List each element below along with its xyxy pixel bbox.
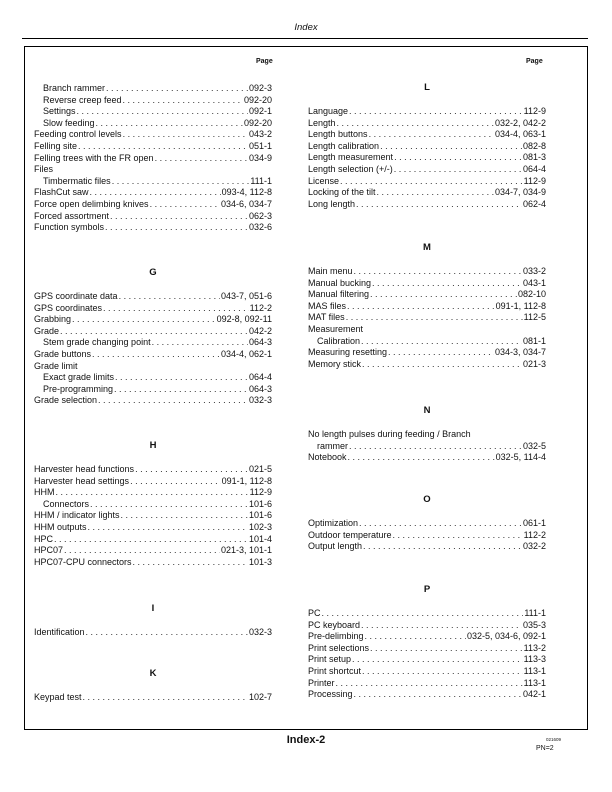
index-entry-text: MAS files — [308, 300, 347, 311]
index-entry — [34, 337, 272, 349]
index-entry — [34, 499, 272, 511]
dot-leader — [347, 301, 495, 313]
index-entry-text: Exact grade limits — [43, 372, 115, 383]
index-entry — [308, 324, 546, 336]
dot-leader — [130, 476, 221, 488]
index-entry-text: Pre-delimbing — [308, 631, 364, 642]
dot-leader — [90, 499, 248, 511]
index-entry-text: Function symbols — [34, 222, 105, 233]
dot-leader — [370, 643, 523, 655]
index-entry — [308, 129, 546, 141]
dot-leader — [103, 303, 249, 315]
index-entry-page: 032-2 — [522, 541, 546, 552]
dot-leader — [121, 510, 248, 522]
index-entry-text: HHM outputs — [34, 521, 87, 532]
index-entry — [34, 187, 272, 199]
index-entry-page: 061-1 — [522, 518, 546, 528]
index-entry-page: 021-5 — [248, 464, 272, 474]
index-entry-page: 051-1 — [248, 140, 272, 151]
index-entry-text: MAT files — [308, 312, 345, 323]
index-entry-page: 091-1, 112-8 — [495, 300, 546, 311]
dot-leader — [369, 129, 494, 141]
index-entry-page: 042-1 — [522, 689, 546, 700]
index-entry — [308, 278, 546, 290]
index-entry — [34, 326, 272, 338]
dot-leader — [98, 395, 248, 407]
dot-leader — [322, 608, 524, 620]
index-entry — [308, 678, 546, 690]
index-entry-page: 091-1, 112-8 — [221, 475, 272, 486]
index-entry — [308, 666, 546, 678]
index-entry-text: PC — [308, 608, 321, 618]
index-entry — [308, 689, 546, 701]
index-entry-text: Notebook — [308, 452, 347, 463]
dot-leader — [380, 141, 522, 153]
index-entry-text: Processing — [308, 689, 353, 700]
dot-leader — [346, 312, 523, 324]
index-entry-text: Timbermatic files — [43, 175, 111, 186]
index-entry-text: Force open delimbing knives — [34, 198, 149, 209]
dot-leader — [96, 118, 243, 130]
dot-leader — [106, 83, 248, 95]
dot-leader — [388, 347, 494, 359]
index-entry-page: 032-5 — [522, 440, 546, 451]
index-group-g — [34, 291, 272, 407]
index-entry-text: Grade limit — [34, 360, 78, 371]
index-entry — [34, 522, 272, 534]
dot-leader — [361, 336, 522, 348]
index-entry-text: Manual bucking — [308, 277, 372, 288]
dot-leader — [152, 337, 248, 349]
index-entry-page: 092-3 — [248, 83, 272, 93]
dot-leader — [77, 106, 248, 118]
index-entry-page: 032-6 — [248, 222, 272, 233]
index-entry — [308, 266, 546, 278]
dot-leader — [135, 464, 248, 476]
index-entry-page: 062-4 — [522, 198, 546, 209]
dot-leader — [349, 106, 523, 118]
index-entry — [34, 464, 272, 476]
index-entry — [34, 129, 272, 141]
index-entry — [34, 476, 272, 488]
index-entry-text: Forced assortment — [34, 210, 110, 221]
footer-code: 021609 — [546, 737, 562, 742]
dot-leader — [72, 314, 216, 326]
index-entry-text: Felling trees with the FR open — [34, 152, 154, 163]
index-entry-text: GPS coordinates — [34, 302, 103, 313]
index-entry-page: 043-7, 051-6 — [220, 291, 272, 301]
index-entry-text: Stem grade changing point — [43, 337, 151, 348]
index-entry-page: 032-5, 114-4 — [495, 452, 546, 463]
index-entry-page: 082-10 — [517, 289, 546, 300]
index-entry-text: Grade selection — [34, 395, 98, 406]
index-entry — [308, 347, 546, 359]
dot-leader — [340, 176, 523, 188]
index-entry-page: 064-4 — [248, 372, 272, 383]
index-entry-page: 092-1 — [248, 106, 272, 117]
index-entry — [308, 106, 546, 118]
index-group-i — [34, 627, 272, 639]
index-entry — [308, 452, 546, 464]
index-entry-text: Felling site — [34, 140, 78, 151]
page-number-label: Index-2 — [286, 734, 326, 746]
index-entry-page: 032-5, 034-6, 092-1 — [466, 631, 546, 642]
index-entry — [308, 541, 546, 553]
index-entry — [34, 510, 272, 522]
dot-leader — [362, 666, 523, 678]
index-entry — [308, 312, 546, 324]
index-entry — [308, 141, 546, 153]
index-group-m — [308, 266, 546, 370]
section-letter-k: K — [149, 668, 157, 679]
index-group-h — [34, 464, 272, 568]
dot-leader — [86, 627, 248, 639]
index-entry — [308, 631, 546, 643]
index-entry-text: Grabbing — [34, 314, 72, 325]
section-letter-l: L — [424, 82, 430, 93]
section-letter-m: M — [423, 242, 431, 253]
index-entry — [34, 176, 272, 188]
dot-leader — [90, 187, 221, 199]
index-entry-page: 032-3 — [248, 395, 272, 406]
index-entry — [34, 395, 272, 407]
index-entry-page: 021-3 — [522, 358, 546, 369]
dot-leader — [372, 278, 522, 290]
index-entry-text: Output length — [308, 541, 363, 552]
index-group-f — [34, 83, 272, 234]
dot-leader — [394, 164, 522, 176]
index-group-o — [308, 518, 546, 553]
running-header: Index — [294, 22, 318, 33]
index-entry-text: Measuring resetting — [308, 347, 388, 358]
index-entry-page: 035-3 — [522, 619, 546, 630]
index-entry-page: 043-2 — [248, 129, 272, 140]
index-entry-page: 101-3 — [248, 556, 272, 567]
index-entry — [34, 106, 272, 118]
index-entry — [308, 441, 546, 453]
index-entry-text: Grade — [34, 325, 60, 336]
dot-leader — [88, 522, 248, 534]
index-entry-text: Measurement — [308, 323, 364, 334]
left-page-label: Page — [256, 58, 273, 65]
index-entry — [34, 534, 272, 546]
index-entry-text: Language — [308, 106, 349, 116]
index-entry — [308, 518, 546, 530]
section-letter-p: P — [423, 584, 431, 595]
index-entry — [34, 211, 272, 223]
dot-leader — [110, 211, 248, 223]
index-entry-page: 034-9 — [248, 152, 272, 163]
section-letter-g: G — [149, 267, 157, 278]
dot-leader — [119, 291, 220, 303]
index-entry-text: Branch rammer — [43, 83, 106, 93]
index-entry-text: HHM — [34, 487, 55, 498]
index-entry-text: Memory stick — [308, 358, 362, 369]
index-entry-text: Locking of the tilt — [308, 187, 376, 198]
dot-leader — [359, 518, 522, 530]
index-entry-text: Manual filtering — [308, 289, 370, 300]
index-entry — [34, 627, 272, 639]
dot-leader — [394, 152, 522, 164]
index-entry — [308, 654, 546, 666]
index-group-k — [34, 692, 272, 704]
dot-leader — [115, 372, 248, 384]
index-entry-page: 034-3, 034-7 — [494, 347, 546, 358]
section-letter-i: I — [151, 603, 155, 614]
index-entry-text: HPC07 — [34, 545, 64, 556]
index-entry — [308, 289, 546, 301]
index-entry-text: Harvester head settings — [34, 475, 130, 486]
dot-leader — [348, 452, 495, 464]
index-entry — [308, 336, 546, 348]
index-entry — [34, 141, 272, 153]
dot-leader — [114, 384, 248, 396]
index-entry-text: GPS coordinate data — [34, 291, 118, 301]
dot-leader — [123, 129, 248, 141]
index-entry-page: 112-5 — [523, 312, 546, 323]
index-entry-page: 032-2, 042-2 — [494, 117, 546, 128]
index-entry-page: 111-1 — [250, 175, 272, 186]
dot-leader — [337, 118, 494, 130]
index-entry-text: No length pulses during feeding / Branch — [308, 429, 471, 439]
index-entry-text: Length — [308, 117, 336, 128]
index-entry-page: 112-9 — [249, 487, 272, 498]
dot-leader — [56, 487, 249, 499]
dot-leader — [92, 349, 220, 361]
index-entry — [34, 372, 272, 384]
dot-leader — [150, 199, 220, 211]
index-entry-text: Settings — [43, 106, 76, 117]
index-entry-page: 093-4, 112-8 — [221, 187, 272, 198]
index-entry-text: HHM / indicator lights — [34, 510, 120, 521]
dot-leader — [361, 620, 522, 632]
index-entry-page: 082-8 — [522, 140, 546, 151]
dot-leader — [349, 441, 522, 453]
dot-leader — [352, 654, 523, 666]
index-entry — [34, 118, 272, 130]
index-entry-text: Grade buttons — [34, 348, 92, 359]
dot-leader — [336, 678, 523, 690]
index-entry-page: 033-2 — [522, 266, 546, 276]
index-entry-text: Reverse creep feed — [43, 94, 122, 105]
index-entry-text: Length calibration — [308, 140, 380, 151]
index-entry-page: 062-3 — [248, 210, 272, 221]
index-entry — [308, 164, 546, 176]
index-entry-page: 113-3 — [523, 654, 546, 665]
index-entry — [34, 303, 272, 315]
dot-leader — [365, 631, 466, 643]
index-entry-page: 113-2 — [523, 642, 546, 653]
header-rule — [22, 38, 588, 39]
index-entry-text: Optimization — [308, 518, 359, 528]
index-entry-text: Printer — [308, 677, 335, 688]
index-entry-text: rammer — [317, 440, 348, 451]
index-entry-page: 081-1 — [522, 335, 546, 346]
index-entry-text: Harvester head functions — [34, 464, 135, 474]
index-entry-page: 081-3 — [522, 152, 546, 163]
index-entry — [34, 557, 272, 569]
index-entry — [34, 199, 272, 211]
index-entry — [308, 199, 546, 211]
index-entry — [34, 487, 272, 499]
index-entry-text: Long length — [308, 198, 356, 209]
index-entry-text: HPC — [34, 533, 54, 544]
index-entry — [308, 176, 546, 188]
index-entry-page: 092-20 — [243, 94, 272, 105]
index-group-n — [308, 429, 546, 464]
dot-leader — [363, 541, 522, 553]
index-entry-text: Length buttons — [308, 129, 368, 140]
dot-leader — [112, 176, 250, 188]
index-entry-page: 034-4, 063-1 — [494, 129, 546, 140]
index-entry-page: 034-4, 062-1 — [220, 348, 272, 359]
index-entry — [308, 359, 546, 371]
index-entry-text: Files — [34, 164, 54, 175]
index-entry-text: Slow feeding — [43, 117, 95, 128]
index-entry-text: Print setup — [308, 654, 352, 665]
index-entry-text: Print shortcut — [308, 665, 362, 676]
index-entry-page: 112-9 — [523, 106, 546, 116]
dot-leader — [393, 530, 523, 542]
index-entry-page: 092-8, 092-11 — [216, 314, 272, 325]
index-entry-text: Main menu — [308, 266, 353, 276]
index-entry — [34, 222, 272, 234]
index-entry-page: 064-3 — [248, 383, 272, 394]
index-group-p — [308, 608, 546, 701]
index-entry — [34, 361, 272, 373]
index-entry-text: Outdoor temperature — [308, 529, 392, 540]
index-entry-page: 113-1 — [523, 665, 546, 676]
dot-leader — [83, 692, 248, 704]
index-entry — [34, 291, 272, 303]
index-entry-page: 112-9 — [523, 175, 546, 186]
index-entry — [308, 620, 546, 632]
index-entry — [34, 545, 272, 557]
index-entry-page: 034-6, 034-7 — [220, 198, 272, 209]
index-entry — [308, 608, 546, 620]
index-entry-text: Length selection (+/-) — [308, 163, 393, 174]
dot-leader — [54, 534, 248, 546]
section-letter-h: H — [149, 440, 157, 451]
index-entry-text: Calibration — [317, 335, 361, 346]
dot-leader — [64, 545, 220, 557]
index-entry-page: 043-1 — [522, 277, 546, 288]
dot-leader — [377, 187, 494, 199]
index-entry — [308, 643, 546, 655]
index-entry — [34, 153, 272, 165]
index-entry-page: 112-2 — [249, 302, 272, 313]
index-entry-page: 101-6 — [248, 510, 272, 521]
index-entry-page: 092-20 — [243, 117, 272, 128]
dot-leader — [356, 199, 522, 211]
index-entry-text: Pre-programming — [43, 383, 114, 394]
index-entry — [308, 187, 546, 199]
index-group-n-list — [308, 441, 546, 464]
dot-leader — [123, 95, 243, 107]
dot-leader — [354, 689, 522, 701]
index-entry — [34, 83, 272, 95]
section-letter-n: N — [423, 405, 431, 416]
index-entry-text: Identification — [34, 627, 85, 637]
index-entry-page: 101-6 — [248, 498, 272, 509]
index-entry — [34, 692, 272, 704]
index-entry — [308, 152, 546, 164]
index-entry — [34, 95, 272, 107]
right-page-label: Page — [526, 58, 543, 65]
dot-leader — [60, 326, 248, 338]
index-entry — [308, 530, 546, 542]
index-entry — [34, 349, 272, 361]
index-entry — [34, 314, 272, 326]
footer-pn: PN=2 — [536, 745, 554, 752]
dot-leader — [133, 557, 248, 569]
index-entry-page: 113-1 — [523, 677, 546, 688]
index-entry-page: 064-3 — [248, 337, 272, 348]
index-entry-page: 021-3, 101-1 — [220, 545, 272, 556]
index-entry-page: 032-3 — [248, 627, 272, 637]
index-entry-text: Print selections — [308, 642, 370, 653]
index-entry-text: Length measurement — [308, 152, 394, 163]
index-entry-page: 064-4 — [522, 163, 546, 174]
index-entry-page: 042-2 — [248, 325, 272, 336]
dot-leader — [105, 222, 248, 234]
dot-leader — [354, 266, 522, 278]
index-entry-text: HPC07-CPU connectors — [34, 556, 132, 567]
index-entry-text: Feeding control levels — [34, 129, 122, 140]
index-group-l — [308, 106, 546, 210]
index-entry-text: PC keyboard — [308, 619, 361, 630]
index-entry — [308, 301, 546, 313]
index-entry-text: Connectors — [43, 498, 90, 509]
index-entry-text: FlashCut saw — [34, 187, 89, 198]
index-entry — [34, 384, 272, 396]
dot-leader — [78, 141, 248, 153]
index-entry-text: License — [308, 175, 340, 186]
index-entry-page: 112-2 — [523, 529, 546, 540]
index-entry — [34, 164, 272, 176]
index-entry-page: 034-7, 034-9 — [494, 187, 546, 198]
index-entry-page: 101-4 — [248, 533, 272, 544]
index-entry-text: Keypad test — [34, 692, 82, 702]
index-entry-page: 102-3 — [248, 521, 272, 532]
dot-leader — [362, 359, 522, 371]
dot-leader — [155, 153, 248, 165]
index-entry-page: 111-1 — [524, 608, 546, 618]
dot-leader — [370, 289, 517, 301]
section-letter-o: O — [423, 494, 431, 505]
index-entry-page: 102-7 — [248, 692, 272, 702]
index-entry — [308, 118, 546, 130]
